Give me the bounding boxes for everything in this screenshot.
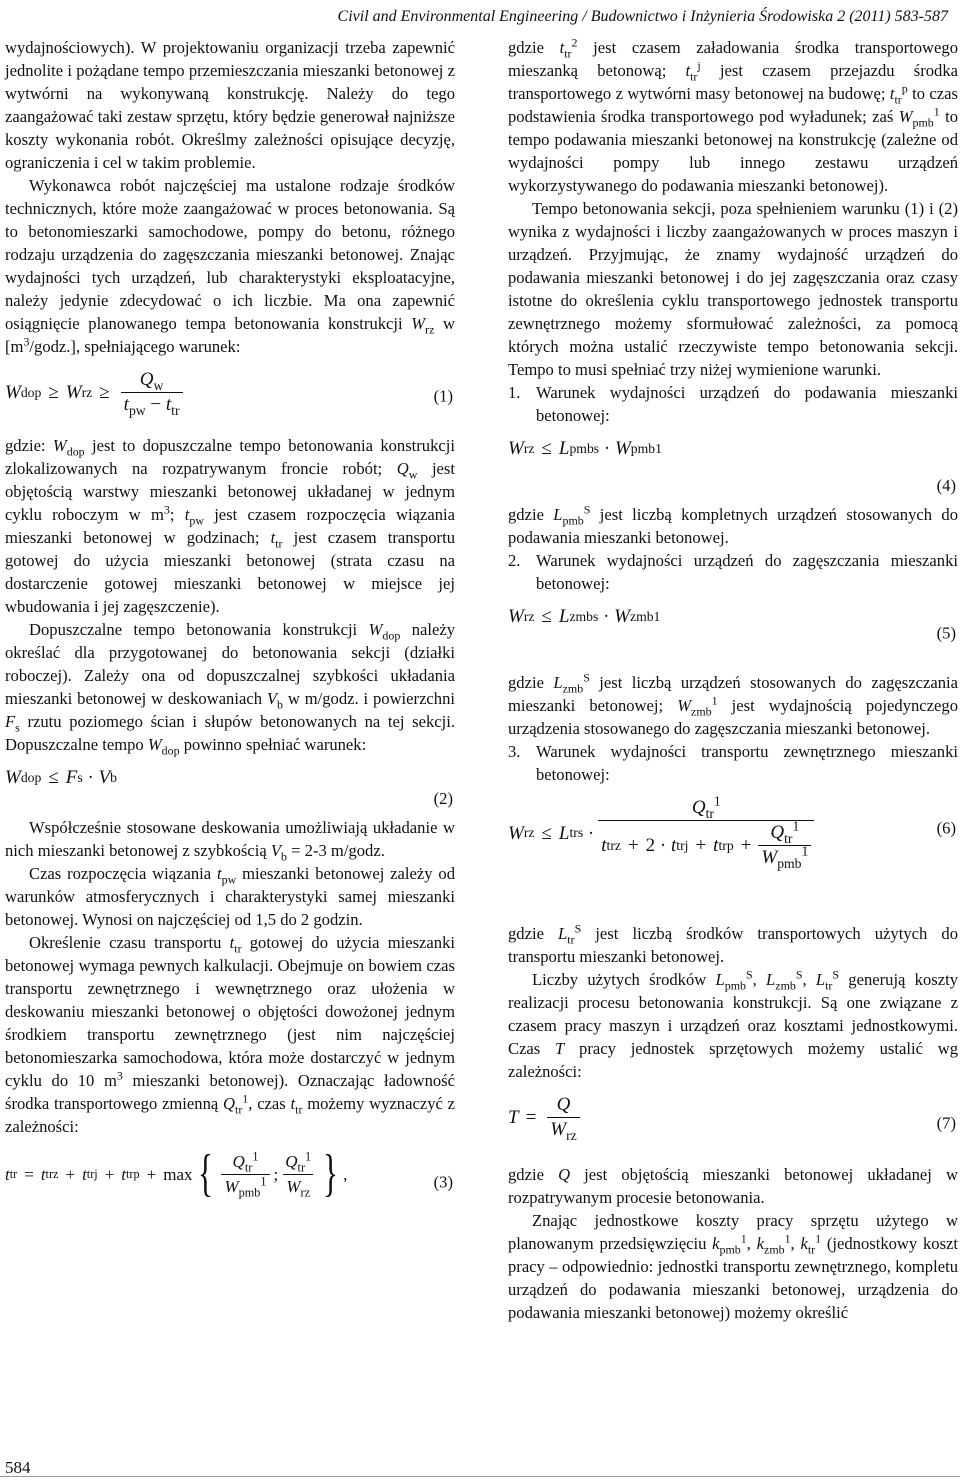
- paragraph: Współcześnie stosowane deskowania umożliwiają układanie w nich mieszanki betonowej z szybkością $V_b = 2-3$ m/godz.: [5, 818, 455, 864]
- paragraph: gdzie $L_{tr}^S$ jest liczbą środków transportowych użytych do transportu mieszanki betonowej.: [508, 921, 958, 966]
- equation-number: (6): [936, 818, 956, 838]
- paragraph: Tempo betonowania sekcji, poza spełnieniem warunku (1) i (2) wynika z wydajności i liczby zaangażowanych w proces maszyn i urządzeń. Przyjmując, że znamy wydajność urządzeń do podawania mieszanki betonowej i do jej zagęszczania oraz czasy istotne do określenia cyklu transportowego jednostek transportu zewnętrznego możemy sformułować zależności, za pomocą których można ustalić rzeczywiste tempo betonowania sekcji. Tempo to musi spełniać trzy niżej wymienione warunki.: [508, 199, 958, 379]
- paragraph: Czas rozpoczęcia wiązania $t_{pw}$ mieszanki betonowej zależy od warunków atmosferycznych i charakterystyki samej mieszanki betonowej. Wynosi on najczęściej od 1,5 do 2 godzin.: [5, 864, 455, 929]
- equation-2: W dop ≤ F s · V b (2): [5, 767, 453, 808]
- equation-5: W rz ≤ L zmb s · W zmb 1 (5): [508, 606, 956, 643]
- equation-4: W rz ≤ L pmb s · W pmb 1 (4): [508, 438, 956, 495]
- list-item: 3. Warunek wydajności transportu zewnętrznego mieszanki betonowej:: [508, 742, 958, 784]
- footer-rule: [0, 1476, 960, 1477]
- equation-number: (3): [433, 1172, 453, 1192]
- paragraph: gdzie $L_{zmb}^S$ jest liczbą urządzeń stosowanych do zagęszczania mieszanki betonowej; $W_{zmb}^1$ jest wydajnością pojedynczego urządzenia stosowanego do zagęszczania mieszanki betonowej.: [508, 670, 958, 738]
- page-number: 584: [5, 1458, 31, 1477]
- paragraph: gdzie Q jest objętością mieszanki betonowej układanej w rozpatrywanym procesie betonowania.: [508, 1165, 958, 1207]
- equation-number: (1): [433, 386, 453, 406]
- list-item: 1. Warunek wydajności urządzeń do podawania mieszanki betonowej:: [508, 383, 958, 425]
- paragraph: gdzie $L_{pmb}^S$ jest liczbą kompletnych urządzeń stosowanych do podawania mieszanki betonowej.: [508, 502, 958, 547]
- left-column: [5, 36, 455, 1226]
- equation-7: T = $\frac{Q}{W_{rz}}$ (7): [508, 1094, 956, 1143]
- equation-1: W dop ≥ W rz ≥ $\frac{Q_w}{t_{pw} - t_{tr}}$ (1): [5, 369, 453, 418]
- equation-3: t tr = t tr z + t tr j + t tr p + max { $\frac{Q_{tr}^1}{W_{pmb}^1}$ ; $\frac{Q_{tr}^1}{W_{rz}}$ } , (3): [5, 1145, 453, 1202]
- paragraph: gdzie: $W_{dop}$ jest to dopuszczalne tempo betonowania konstrukcji zlokalizowanych na rozpatrywanym froncie robót; $Q_w$ jest objętością warstwy mieszanki betonowej układanej w jednym cyklu roboczym w $m^3$; $t_{pw}$ jest czasem rozpoczęcia wiązania mieszanki betonowej w godzinach; $t_{tr}$ jest czasem transportu gotowej do użycia mieszanki betonowej (strata czasu na dostarczenie gotowej mieszanki betonowej w miejsce jej wbudowania i jej zagęszczenie).: [5, 436, 455, 616]
- equation-number: (2): [433, 789, 453, 808]
- paragraph: wydajnościowych). W projektowaniu organizacji trzeba zapewnić jednolite i pożądane tempo przemieszczania mieszanki betonowej z wytwórni na wykonywaną konstrukcję. Należy do tego zaangażować taki zestaw sprzętu, który będzie generował najniższe koszty wykonania robót. Określmy zależności opisujące decyzję, ograniczenia i cel w takim problemie.: [5, 38, 455, 172]
- list-item: 2. Warunek wydajności urządzeń do zagęszczania mieszanki betonowej:: [508, 551, 958, 593]
- paragraph: gdzie $t_{tr}^2$ jest czasem załadowania środka transportowego mieszanką betonową; $t_{tr}^j$ jest czasem przejazdu środka transportowego z wytwórni masy betonowej na budowę; $t_{tr}^p$ to czas podstawienia środka transportowego pod wyładunek; zaś $W_{pmb}^1$ to tempo podawania mieszanki betonowej na konstrukcję (zależne od wydajności pompy lub innego zestawu urządzeń wykorzystywanego do podawania mieszanki betonowej).: [508, 35, 958, 195]
- paragraph: Dopuszczalne tempo betonowania konstrukcji $W_{dop}$ należy określać dla przygotowanej do betonowania sekcji (działki roboczej). Zależy ona od dopuszczalnej szybkości układania mieszanki betonowej w deskowaniach $V_b$ w m/godz. i powierzchni $F_s$ rzutu poziomego ścian i słupów betonowanych na tej sekcji. Dopuszczalne tempo $W_{dop}$ powinno spełniać warunek:: [5, 620, 455, 758]
- right-column: [508, 36, 958, 1324]
- equation-6: W rz ≤ L tr s · $Q_{tr}^1$ t tr z + 2 · t tr j + t tr p + $\frac{Q_{tr}^1}{W_{pmb}^1}$ (6): [508, 793, 956, 871]
- equation-number: (5): [936, 623, 956, 643]
- paragraph: Wykonawca robót najczęściej ma ustalone rodzaje środków technicznych, które może zaangażować w proces betonowania. Są to betonomieszarki samochodowe, pompy do betonu, różnego rodzaju urządzenia do zagęszczania mieszanki betonowej. Znając wydajności tych urządzeń, lub charakterystyki eksploatacyjne, należy jedynie zdecydować o ich liczbie. Ma ona zapewnić osiągnięcie planowanego tempa betonowania konstrukcji $W_{rz}$ w $[m^3/godz.]$, spełniającego warunek:: [5, 176, 455, 356]
- equation-number: (4): [936, 476, 956, 495]
- paragraph: Określenie czasu transportu $t_{tr}$ gotowej do użycia mieszanki betonowej wymaga pewnych kalkulacji. Obejmuje on bowiem czas transportu zewnętrznego i wewnętrznego oraz ułożenia w deskowaniu mieszanki betonowej o objętości dowożonej jednym środkiem transportu zewnętrznego (jest nim najczęściej betonomieszarka samochodowa, która może dostarczyć w jednym cyklu do 10 $m^3$ mieszanki betonowej). Oznaczając ładowność środka transportowego zmienną $Q_{tr}^1$, czas $t_{tr}$ możemy wyznaczyć z zależności:: [5, 933, 455, 1136]
- running-header: Civil and Environmental Engineering / Budownictwo i Inżynieria Środowiska 2 (2011) 583-587: [337, 8, 948, 25]
- paragraph: Znając jednostkowe koszty pracy sprzętu użytego w planowanym przedsięwzięciu $k_{pmb}^1$, $k_{zmb}^1$, $k_{tr}^1$ (jednostkowy koszt pracy – odpowiednio: jednostki transportu zewnętrznego, kompletu urządzeń do podawania mieszanki betonowej, urządzenia do podawania mieszanki betonowej) możemy określić: [508, 1211, 959, 1322]
- equation-number: (7): [936, 1113, 956, 1133]
- paragraph: Liczby użytych środków $L_{pmb}^S$, $L_{zmb}^S$, $L_{tr}^S$ generują koszty realizacji procesu betonowania konstrukcji. Są one związane z czasem pracy maszyn i urządzeń oraz kosztami jednostkowymi. Czas T pracy jednostek sprzętowych możemy ustalić wg zależności:: [508, 967, 959, 1081]
